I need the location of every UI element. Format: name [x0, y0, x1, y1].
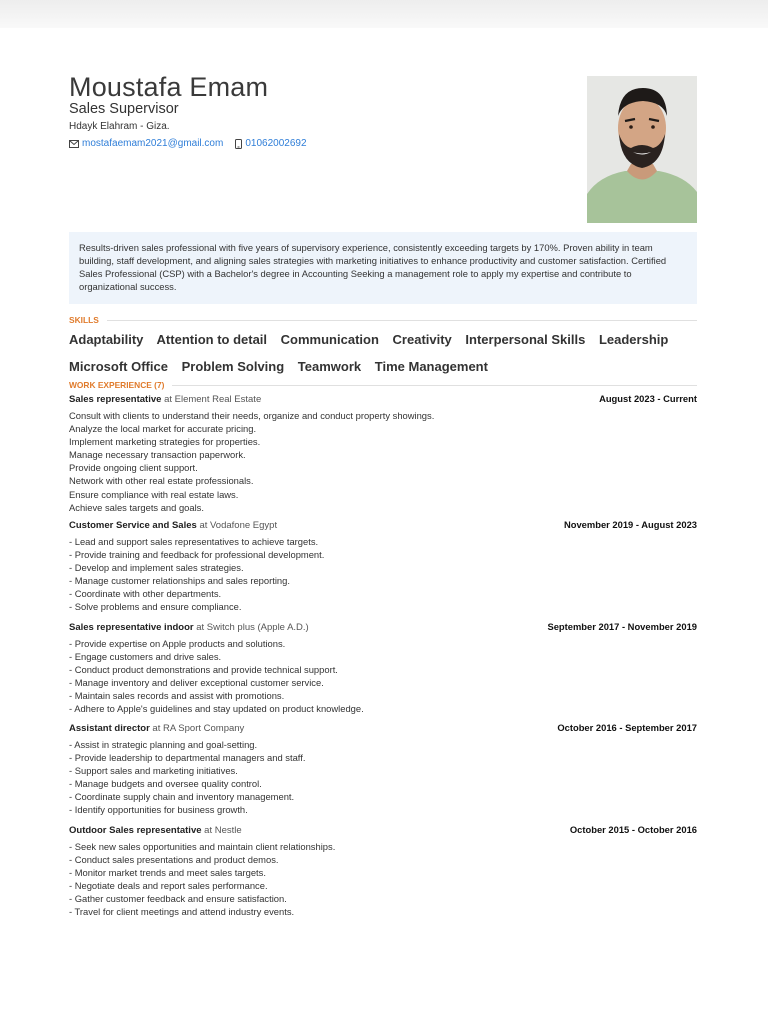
- job-entry: [69, 393, 697, 514]
- job-role: Assistant director: [69, 723, 150, 734]
- job-duties: [69, 738, 697, 817]
- job-entry: [69, 824, 697, 919]
- job-dates: September 2017 - November 2019: [547, 621, 697, 632]
- phone-link[interactable]: 01062002692: [245, 138, 307, 149]
- skills-heading-label: SKILLS: [69, 315, 99, 325]
- job-duty: - Provide leadership to departmental managers and staff.: [69, 752, 306, 764]
- job-company: at Element Real Estate: [164, 394, 262, 405]
- candidate-name: Moustafa Emam: [69, 72, 269, 102]
- job-title-line: [69, 622, 309, 633]
- job-company: at Switch plus (Apple A.D.): [196, 622, 309, 633]
- job-duty: - Engage customers and drive sales.: [69, 651, 222, 663]
- candidate-address: Hdayk Elahram - Giza.: [69, 121, 170, 132]
- job-company: at Vodafone Egypt: [199, 520, 278, 531]
- job-duty: - Monitor market trends and meet sales targets.: [69, 867, 266, 879]
- job-company: at Nestle: [204, 825, 242, 836]
- skills-heading: [69, 315, 697, 325]
- job-duty: - Maintain sales records and assist with promotions.: [69, 690, 285, 702]
- skills-list: [69, 326, 697, 380]
- skill-item: Problem Solving: [181, 359, 285, 374]
- divider: [172, 385, 697, 386]
- job-dates: November 2019 - August 2023: [563, 519, 697, 530]
- work-experience-heading-label: WORK EXPERIENCE (7): [69, 380, 165, 390]
- mobile-phone-icon: [235, 139, 242, 149]
- job-dates: August 2023 - Current: [599, 393, 697, 404]
- skill-item: Communication: [280, 332, 379, 347]
- portrait-illustration: [587, 76, 697, 223]
- phone-contact[interactable]: [235, 138, 306, 149]
- job-duty: - Solve problems and ensure compliance.: [69, 601, 242, 613]
- job-duty: - Gather customer feedback and ensure satisfaction.: [69, 893, 287, 905]
- email-link[interactable]: mostafaemam2021@gmail.com: [82, 138, 224, 149]
- job-header: [69, 393, 697, 409]
- job-header: [69, 722, 697, 738]
- skill-item: Interpersonal Skills: [465, 332, 586, 347]
- skill-item: Time Management: [374, 359, 488, 374]
- job-title-line: [69, 394, 261, 405]
- job-dates: October 2016 - September 2017: [557, 722, 697, 733]
- job-duty: - Manage inventory and deliver exceptional customer service.: [69, 677, 324, 689]
- job-duty: Provide ongoing client support.: [69, 462, 198, 474]
- job-duty: Achieve sales targets and goals.: [69, 501, 204, 513]
- job-entry: [69, 519, 697, 614]
- job-duty: - Manage budgets and oversee quality control.: [69, 778, 262, 790]
- page-top-edge: [0, 0, 768, 28]
- job-duty: Manage necessary transaction paperwork.: [69, 449, 246, 461]
- job-duty: - Coordinate with other departments.: [69, 588, 222, 600]
- job-duty: - Conduct sales presentations and product demos.: [69, 854, 279, 866]
- job-entry: [69, 621, 697, 716]
- job-company: at RA Sport Company: [152, 723, 245, 734]
- job-header: [69, 824, 697, 840]
- job-duties: [69, 637, 697, 716]
- job-role: Outdoor Sales representative: [69, 825, 202, 836]
- job-duty: Consult with clients to understand their needs, organize and conduct property showings.: [69, 410, 435, 421]
- candidate-title: Sales Supervisor: [69, 101, 179, 117]
- professional-summary: Results-driven sales professional with five years of supervisory experience, consistently exceeding targets by 170%. Proven ability in team building, staff development, and aligning sales strategies with marketing initiatives to enhance productivity and customer satisfaction. Certified Sales Professional (CSP) with a Bachelor's degree in Accounting Seeking a management role to apply my expertise and contribute to organizational success.: [69, 232, 697, 304]
- job-duty: - Lead and support sales representatives to achieve targets.: [69, 536, 319, 547]
- email-contact[interactable]: [69, 138, 223, 149]
- skill-item: Leadership: [598, 332, 669, 347]
- job-header: [69, 621, 697, 637]
- job-duty: - Adhere to Apple's guidelines and stay updated on product knowledge.: [69, 703, 364, 715]
- job-header: [69, 519, 697, 535]
- job-duty: - Provide training and feedback for professional development.: [69, 549, 325, 561]
- job-entry: [69, 722, 697, 817]
- skill-item: Creativity: [392, 332, 452, 347]
- job-duty: Network with other real estate professionals.: [69, 475, 254, 487]
- job-duty: - Assist in strategic planning and goal-setting.: [69, 739, 258, 750]
- contact-row: [69, 138, 319, 149]
- divider: [107, 320, 697, 321]
- job-duty: Ensure compliance with real estate laws.: [69, 488, 239, 500]
- job-title-line: [69, 825, 242, 836]
- job-duty: Implement marketing strategies for properties.: [69, 436, 261, 448]
- skill-item: Microsoft Office: [69, 359, 168, 374]
- job-duty: - Seek new sales opportunities and maintain client relationships.: [69, 841, 336, 852]
- job-role: Customer Service and Sales: [69, 520, 197, 531]
- job-title-line: [69, 520, 277, 531]
- job-duty: - Support sales and marketing initiatives.: [69, 765, 238, 777]
- job-duty: - Provide expertise on Apple products and solutions.: [69, 638, 286, 649]
- job-duty: - Negotiate deals and report sales performance.: [69, 880, 268, 892]
- skill-item: Adaptability: [69, 332, 144, 347]
- work-experience-heading: [69, 380, 697, 390]
- job-duties: [69, 840, 697, 919]
- job-title-line: [69, 723, 244, 734]
- job-duty: - Coordinate supply chain and inventory management.: [69, 791, 295, 803]
- profile-photo: [587, 76, 697, 223]
- job-duty: - Travel for client meetings and attend industry events.: [69, 906, 295, 918]
- skill-item: Teamwork: [297, 359, 362, 374]
- skill-item: Attention to detail: [156, 332, 268, 347]
- job-duties: [69, 409, 697, 514]
- job-duty: - Identify opportunities for business growth.: [69, 804, 248, 816]
- job-duty: - Conduct product demonstrations and provide technical support.: [69, 664, 338, 676]
- job-dates: October 2015 - October 2016: [569, 824, 697, 835]
- job-duties: [69, 535, 697, 614]
- envelope-icon: [69, 140, 79, 148]
- job-role: Sales representative: [69, 394, 162, 405]
- job-duty: - Develop and implement sales strategies.: [69, 562, 244, 574]
- job-duty: - Manage customer relationships and sales reporting.: [69, 575, 290, 587]
- job-duty: Analyze the local market for accurate pricing.: [69, 423, 257, 435]
- job-role: Sales representative indoor: [69, 622, 194, 633]
